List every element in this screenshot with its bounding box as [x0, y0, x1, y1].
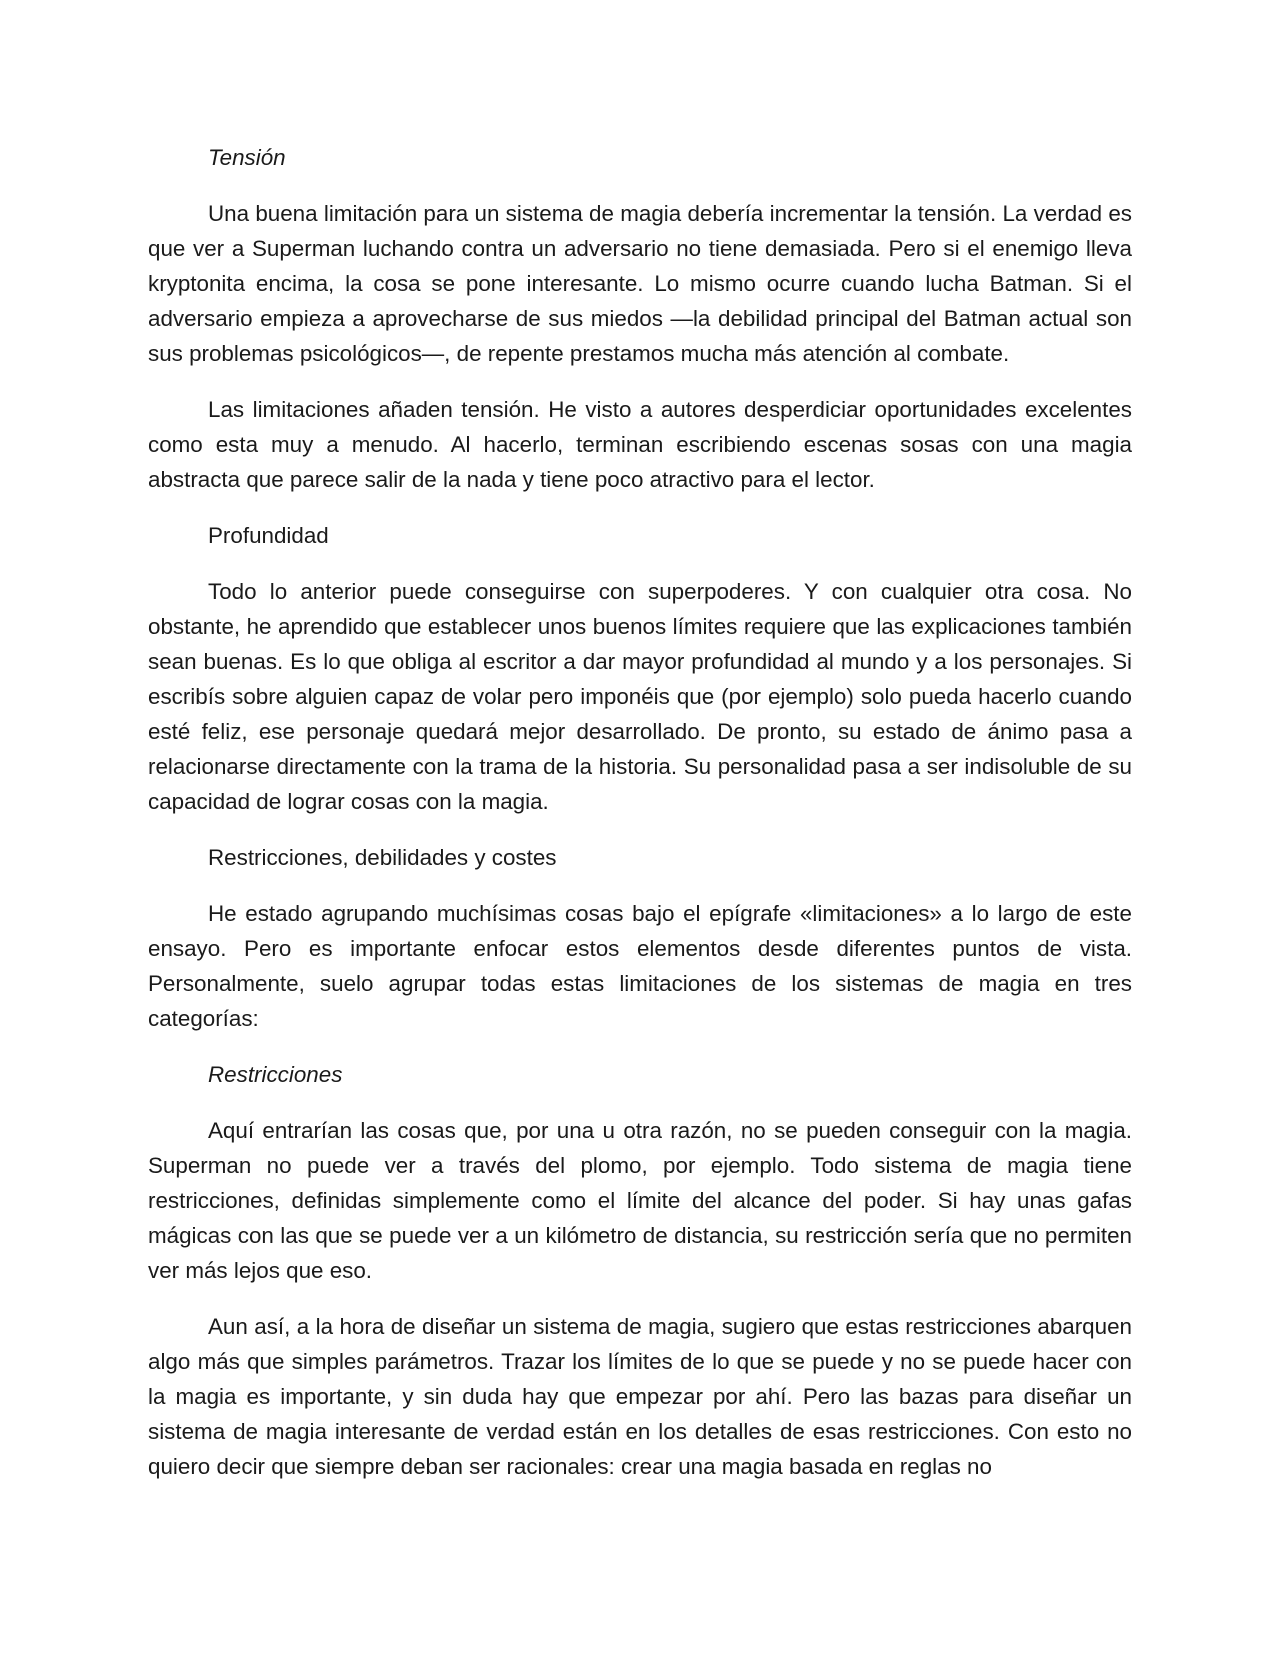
paragraph: Las limitaciones añaden tensión. He visto a autores desperdiciar oportunidades excelentes como esta muy a menudo. Al hacerlo, terminan escribiendo escenas sosas con una magia abstracta que parece salir de la nada y tiene poco atractivo para el lector. — [148, 397, 1132, 492]
section-heading-profundidad: Profundidad — [208, 523, 329, 548]
paragraph: Una buena limitación para un sistema de magia debería incrementar la tensión. La verdad es que ver a Superman luchando contra un adversario no tiene demasiada. Pero si el enemigo lleva kryptonita encima, la cosa se pone interesante. Lo mismo ocurre cuando lucha Batman. Si el adversario empieza a aprovecharse de sus miedos —la debilidad principal del Batman actual son sus problemas psicológicos—, de repente prestamos mucha más atención al combate. — [148, 201, 1132, 366]
paragraph: He estado agrupando muchísimas cosas bajo el epígrafe «limitaciones» a lo largo de este ensayo. Pero es importante enfocar estos elementos desde diferentes puntos de vista. Personalmente, suelo agrupar todas estas limitaciones de los sistemas de magia en tres categorías: — [148, 901, 1132, 1031]
paragraph: Aun así, a la hora de diseñar un sistema de magia, sugiero que estas restricciones abarquen algo más que simples parámetros. Trazar los límites de lo que se puede y no se puede hacer con la magia es importante, y sin duda hay que empezar por ahí. Pero las bazas para diseñar un sistema de magia interesante de verdad están en los detalles de esas restricciones. Con esto no quiero decir que siempre deban ser racionales: crear una magia basada en reglas no — [148, 1314, 1132, 1479]
section-heading-tension: Tensión — [208, 145, 286, 170]
paragraph: Todo lo anterior puede conseguirse con superpoderes. Y con cualquier otra cosa. No obstante, he aprendido que establecer unos buenos límites requiere que las explicaciones también sean buenas. Es lo que obliga al escritor a dar mayor profundidad al mundo y a los personajes. Si escribís sobre alguien capaz de volar pero imponéis que (por ejemplo) solo pueda hacerlo cuando esté feliz, ese personaje quedará mejor desarrollado. De pronto, su estado de ánimo pasa a relacionarse directamente con la trama de la historia. Su personalidad pasa a ser indisoluble de su capacidad de lograr cosas con la magia. — [148, 579, 1132, 814]
paragraph: Aquí entrarían las cosas que, por una u otra razón, no se pueden conseguir con la magia. Superman no puede ver a través del plomo, por ejemplo. Todo sistema de magia tiene restricciones, definidas simplemente como el límite del alcance del poder. Si hay unas gafas mágicas con las que se puede ver a un kilómetro de distancia, su restricción sería que no permiten ver más lejos que eso. — [148, 1118, 1132, 1283]
section-heading-restricciones-debilidades-costes: Restricciones, debilidades y costes — [208, 845, 557, 870]
document-page — [148, 140, 1132, 1484]
section-heading-restricciones: Restricciones — [208, 1062, 343, 1087]
